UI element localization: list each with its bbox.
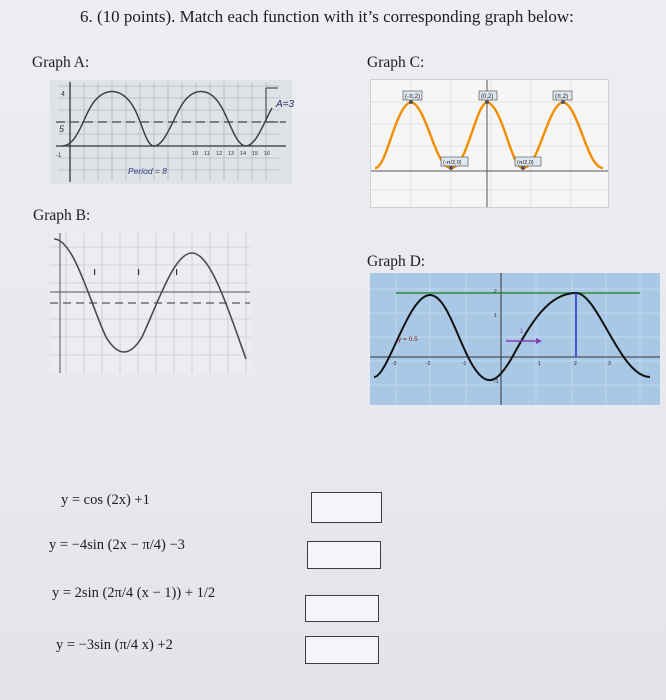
graph-d-label: Graph D:: [367, 253, 426, 270]
graph-a-plot: [50, 80, 295, 184]
svg-text:2: 2: [494, 289, 497, 295]
equation-3: [52, 585, 215, 602]
svg-text:1: 1: [538, 361, 541, 367]
answer-box-1[interactable]: [311, 492, 382, 523]
graph-a-period-note: Period = 8: [128, 166, 167, 176]
equation-1: [61, 492, 150, 509]
graph-a-label: Graph A:: [32, 54, 90, 71]
svg-text:-2: -2: [426, 361, 431, 367]
svg-text:1: 1: [494, 313, 497, 319]
answer-box-3[interactable]: [305, 595, 379, 622]
graph-a-amplitude-note: A=3: [276, 99, 295, 110]
graph-a-xtick-16: 16: [264, 151, 271, 157]
graph-a-xtick-12: 12: [216, 151, 223, 157]
graph-a-xtick-14: 14: [240, 151, 247, 157]
graph-a-xtick-13: 13: [228, 151, 235, 157]
svg-text:2: 2: [574, 361, 577, 367]
graph-b-plot: [50, 233, 250, 373]
equation-2-text: y = −4sin (2x − π/4) −3: [49, 537, 185, 553]
graph-a-xtick-10: 10: [192, 151, 199, 157]
graph-a-ytick-neg1: -1: [56, 153, 62, 159]
equation-2: [49, 537, 185, 554]
graph-a-xtick-11: 11: [204, 151, 210, 157]
graph-d: [370, 273, 660, 405]
graph-a-xtick-15: 15: [252, 151, 259, 157]
graph-d-annotation: y = 0.5: [398, 336, 418, 343]
graph-a-ytick-4: 4: [61, 91, 65, 98]
equation-1-text: y = cos (2x) +1: [61, 492, 150, 508]
answer-box-4[interactable]: [305, 636, 379, 664]
equation-4: [56, 637, 173, 654]
graph-c-point-zero: (0,2): [481, 94, 494, 100]
graph-b: [50, 233, 250, 373]
graph-d-plot: [370, 273, 660, 405]
svg-text:-1: -1: [494, 379, 499, 385]
equation-3-text: y = 2sin (2π/4 (x − 1)) + 1/2: [52, 585, 216, 601]
graph-c-point-half-pi: (π/2,0): [517, 160, 534, 166]
equation-4-text: y = −3sin (π/4 x) +2: [56, 637, 173, 653]
graph-c: [370, 79, 609, 208]
graph-c-point-pi: (π,2): [555, 94, 569, 100]
graph-c-plot: [371, 80, 608, 207]
graph-b-label: Graph B:: [33, 207, 91, 224]
svg-text:-1: -1: [462, 361, 467, 367]
graph-d-marker: 1: [520, 329, 524, 335]
svg-text:3: 3: [608, 361, 611, 367]
graph-c-point-neg-half-pi: (-π/2,0): [443, 160, 462, 166]
answer-box-2[interactable]: [307, 541, 381, 569]
graph-a-ytick-5: 5: [59, 124, 65, 134]
graph-c-point-neg-pi: (-π,2): [405, 94, 421, 100]
graph-c-label: Graph C:: [367, 54, 425, 71]
graph-a: [50, 80, 295, 184]
svg-text:-3: -3: [392, 361, 397, 367]
question-text: 6. (10 points). Match each function with it’s corresponding graph below:: [80, 7, 574, 26]
